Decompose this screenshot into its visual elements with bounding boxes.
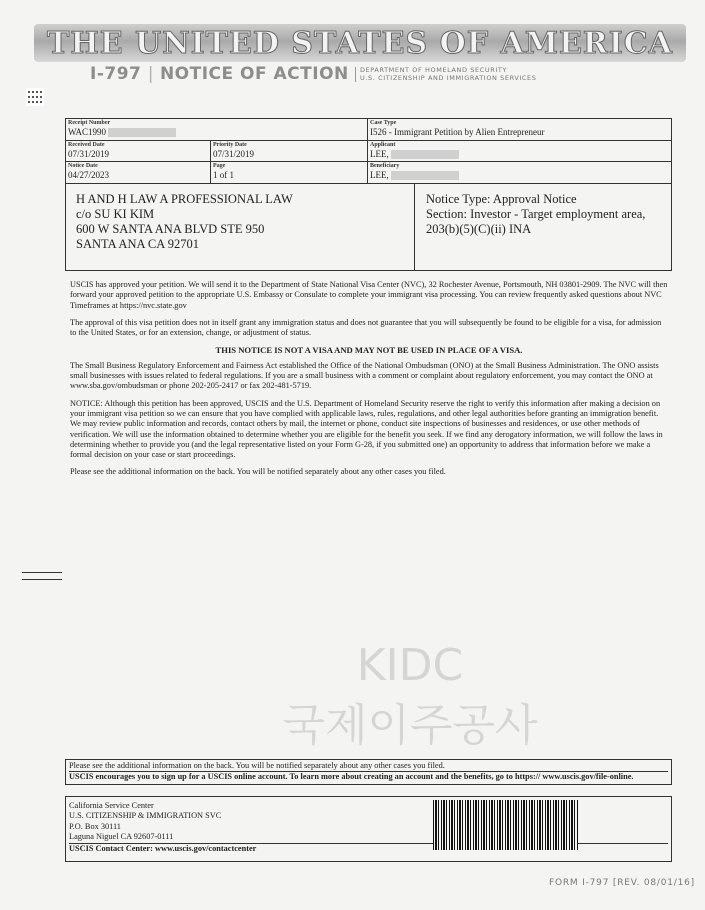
dept-line-2: U.S. CITIZENSHIP AND IMMIGRATION SERVICES xyxy=(360,73,537,82)
received-date-label: Received Date xyxy=(68,142,105,148)
additional-info-paragraph: Please see the additional information on the back. You will be notified separately about any other cases you filed. xyxy=(70,467,446,477)
dept-line-1: DEPARTMENT OF HOMELAND SECURITY xyxy=(360,66,507,74)
received-date-value: 07/31/2019 xyxy=(68,149,110,159)
heading-separator: | xyxy=(147,64,160,84)
redaction-bar xyxy=(108,128,176,137)
redaction-bar xyxy=(391,150,459,159)
department-label xyxy=(355,67,537,82)
watermark xyxy=(200,640,620,753)
case-type-label: Case Type xyxy=(370,120,397,126)
service-center-line-3: P.O. Box 30111 xyxy=(69,821,121,831)
contact-center: USCIS Contact Center: www.uscis.gov/contactcenter xyxy=(69,843,668,854)
notice-date-value: 04/27/2023 xyxy=(68,170,110,180)
beneficiary-cell xyxy=(368,162,671,184)
online-account-note: USCIS encourages you to sign up for a USCIS online account. To learn more about creating an account and the benefits, go to https:// www.uscis.gov/file-online. xyxy=(69,772,634,782)
footer-repeat-note: Please see the additional information on the back. You will be notified separately about any other cases you filed. xyxy=(69,761,668,772)
approval-paragraph: USCIS has approved your petition. We will send it to the Department of State National Visa Center (NVC), 32 Rochester Avenue, Portsmouth, NH 03801-2909. The NVC will then forward your approved petition to the appropriate U.S. Embassy or Consulate to complete your immigrant visa processing. You can review frequently asked questions about NVC Timeframes at https://nvc.state.gov xyxy=(70,280,668,310)
notice-date-label: Notice Date xyxy=(68,163,98,169)
service-center-line-4: Laguna Niguel CA 92607-0111 xyxy=(69,831,174,841)
mailing-address xyxy=(76,192,293,252)
form-code: I-797 xyxy=(90,64,142,84)
verification-paragraph: NOTICE: Although this petition has been approved, USCIS and the U.S. Department of Homeland Security reserve the right to verify this information after making a decision on your immigrant visa petition so we can ensure that you have complied with applicable laws, rules, regulations, and other legal authorities before granting an immigration benefit. We may review public information and records, contact others by mail, the internet or phone, conduct site inspections of businesses and residences, or use other methods of verification. We will use the information obtained to determine whether you are eligible for the benefit you seek. If we find any derogatory information, we will follow the laws in determining whether to provide you (and the legal representative listed on your Form G-28, if you submitted one) an opportunity to address that information before we make a formal decision on your case or start proceedings. xyxy=(70,398,663,460)
form-title: NOTICE OF ACTION xyxy=(159,64,349,84)
header-banner xyxy=(34,24,686,62)
notice-info xyxy=(426,192,645,237)
notice-body xyxy=(70,280,668,485)
address-line-2: c/o SU KI KIM xyxy=(76,207,155,221)
case-info-box xyxy=(65,118,672,271)
address-line-3: 600 W SANTA ANA BLVD STE 950 xyxy=(76,222,265,236)
notice-type: Notice Type: Approval Notice xyxy=(426,192,577,206)
ombudsman-paragraph: The Small Business Regulatory Enforcement and Fairness Act established the Office of the National Ombudsman (ONO) at the Small Business Administration. The ONO assists small businesses with issues related to federal regulations. If you are a small business with a comment or complaint about regulatory enforcement, you may contact the ONO at www.sba.gov/ombudsman or phone 202-205-2417 or fax 202-481-5719. xyxy=(70,360,659,391)
priority-date-value: 07/31/2019 xyxy=(213,149,255,159)
receipt-number-value: WAC1990 xyxy=(68,127,106,137)
service-center-line-1: California Service Center xyxy=(69,801,154,810)
banner-title: THE UNITED STATES OF AMERICA xyxy=(47,26,673,61)
case-type-cell xyxy=(368,119,671,141)
receipt-number-cell xyxy=(66,119,368,141)
address-line-4: SANTA ANA CA 92701 xyxy=(76,237,199,251)
notice-section-line-2: 203(b)(5)(C)(ii) INA xyxy=(426,222,532,236)
page-cell xyxy=(211,162,368,184)
priority-date-label: Priority Date xyxy=(213,142,247,148)
notice-date-cell xyxy=(66,162,211,184)
fold-mark xyxy=(22,572,62,580)
beneficiary xyxy=(370,170,669,180)
address-section xyxy=(66,184,671,270)
watermark-line-2: 국제이주공사 xyxy=(282,700,538,751)
priority-date-cell xyxy=(211,141,368,162)
applicant xyxy=(370,149,669,159)
watermark-line-1: KIDC xyxy=(356,640,464,691)
divider xyxy=(414,184,415,270)
applicant-cell xyxy=(368,141,671,162)
received-date-cell xyxy=(66,141,211,162)
case-type-value: I526 - Immigrant Petition by Alien Entrepreneur xyxy=(370,127,545,137)
applicant-label: Applicant xyxy=(370,142,396,148)
page-label: Page xyxy=(213,163,226,169)
qr-code-icon xyxy=(26,88,44,106)
address-line-1: H AND H LAW A PROFESSIONAL LAW xyxy=(76,192,293,206)
form-heading xyxy=(90,64,349,84)
receipt-number-label: Receipt Number xyxy=(68,120,111,126)
beneficiary-value: LEE, xyxy=(370,170,389,180)
form-number: FORM I-797 [REV. 08/01/16] xyxy=(549,878,695,888)
redaction-bar xyxy=(391,171,459,180)
status-paragraph: The approval of this visa petition does not in itself grant any immigration status and does not guarantee that you will subsequently be found to be eligible for a visa, for admission to the United States, or for an extension, change, or adjustment of status. xyxy=(70,317,662,338)
service-center-line-2: U.S. CITIZENSHIP & IMMIGRATION SVC xyxy=(69,811,222,821)
notice-section-line-1: Section: Investor - Target employment area, xyxy=(426,207,646,221)
footer-notes xyxy=(65,759,672,785)
page-value: 1 of 1 xyxy=(213,170,234,180)
receipt-number xyxy=(68,127,365,137)
barcode-icon xyxy=(433,800,578,850)
not-a-visa-heading: THIS NOTICE IS NOT A VISA AND MAY NOT BE USED IN PLACE OF A VISA. xyxy=(215,345,523,356)
service-center-box xyxy=(65,796,672,862)
beneficiary-label: Beneficiary xyxy=(370,163,400,169)
applicant-value: LEE, xyxy=(370,149,389,159)
